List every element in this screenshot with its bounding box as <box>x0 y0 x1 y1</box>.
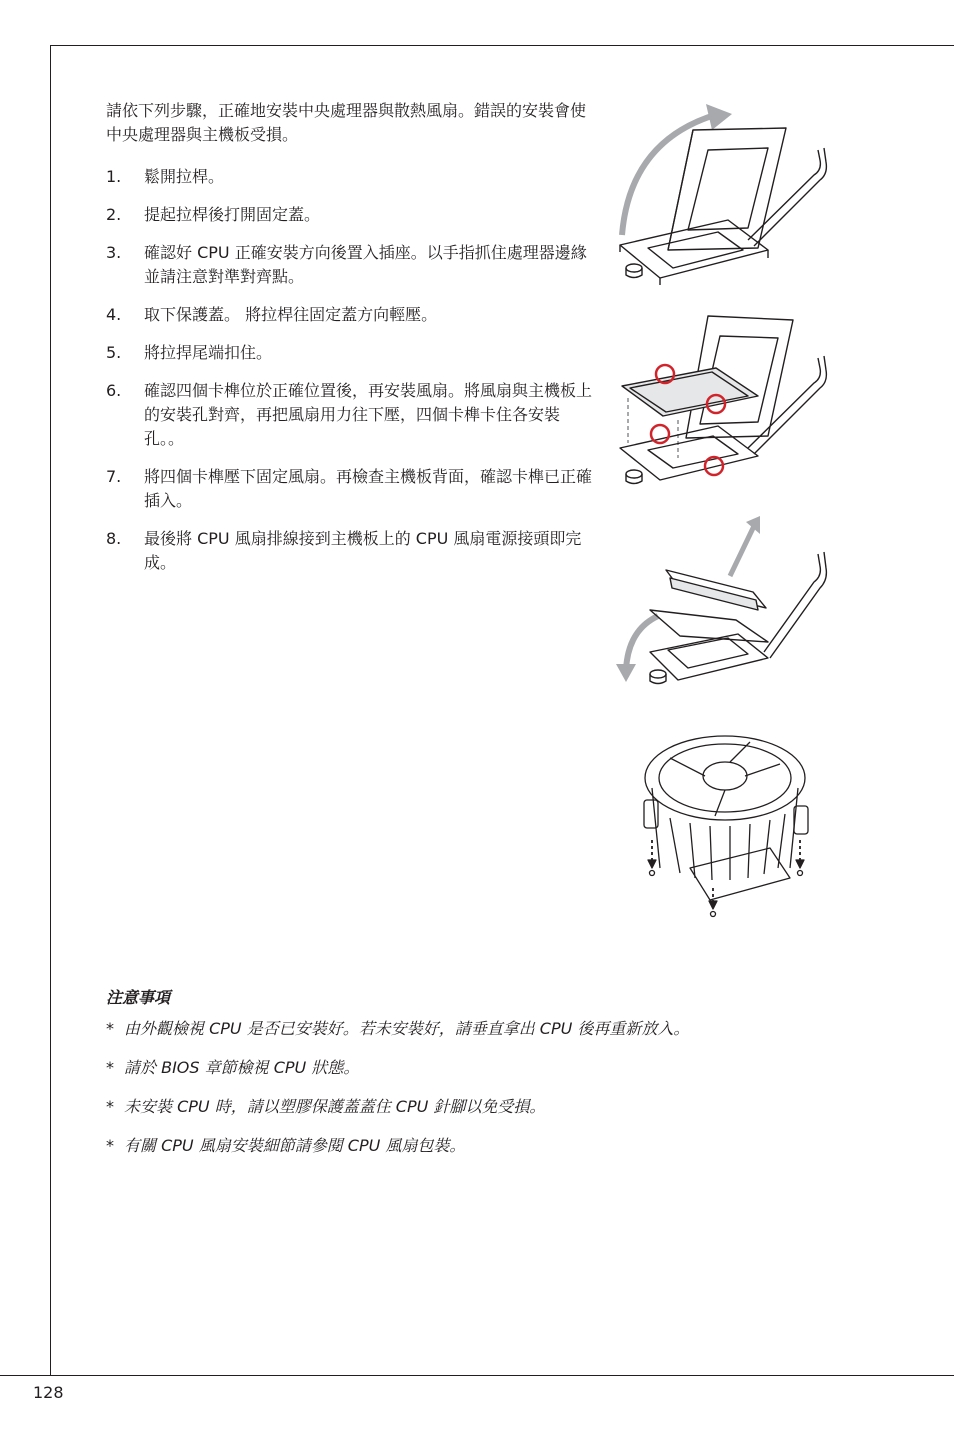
step-item <box>106 465 596 513</box>
intro-paragraph: 請依下列步驟，正確地安裝中央處理器與散熱風扇。錯誤的安裝會使中央處理器與主機板受損。 <box>106 101 587 144</box>
step-text: 最後將 CPU 風扇排線接到主機板上的 CPU 風扇電源接頭即完成。 <box>144 529 582 572</box>
note-bullet: * <box>106 1136 114 1155</box>
note-item <box>106 1134 806 1158</box>
step-item <box>106 527 596 575</box>
step-item <box>106 303 596 327</box>
note-item <box>106 1017 806 1041</box>
step-number: 1. <box>106 167 122 186</box>
step-number: 2. <box>106 205 122 224</box>
note-text: 由外觀檢視 CPU 是否已安裝好。若未安裝好，請垂直拿出 CPU 後再重新放入。 <box>124 1019 690 1038</box>
cpu-fan-installation-illustration <box>630 728 820 920</box>
frame-top-rule <box>50 45 954 46</box>
note-item <box>106 1056 806 1080</box>
socket-open-illustration <box>608 100 848 285</box>
note-bullet: * <box>106 1058 114 1077</box>
notes-list <box>106 1017 806 1173</box>
cpu-alignment-illustration <box>608 308 848 490</box>
step-number: 3. <box>106 243 122 262</box>
step-number: 5. <box>106 343 122 362</box>
note-bullet: * <box>106 1097 114 1116</box>
step-item <box>106 241 596 289</box>
frame-left-rule <box>50 45 51 1375</box>
step-item <box>106 341 596 365</box>
step-number: 6. <box>106 381 122 400</box>
step-text: 鬆開拉桿。 <box>144 167 225 186</box>
note-text: 未安裝 CPU 時，請以塑膠保護蓋蓋住 CPU 針腳以免受損。 <box>124 1097 546 1116</box>
step-item <box>106 165 596 189</box>
step-number: 4. <box>106 305 122 324</box>
step-item <box>106 203 596 227</box>
step-text: 提起拉桿後打開固定蓋。 <box>144 205 321 224</box>
step-text: 將四個卡榫壓下固定風扇。再檢查主機板背面，確認卡榫已正確插入。 <box>144 467 593 510</box>
note-item <box>106 1095 806 1119</box>
note-bullet: * <box>106 1019 114 1038</box>
step-text: 將拉捍尾端扣住。 <box>144 343 273 362</box>
step-number: 8. <box>106 529 122 548</box>
step-text: 取下保護蓋。 將拉桿往固定蓋方向輕壓。 <box>144 305 438 324</box>
step-text: 確認四個卡榫位於正確位置後，再安裝風扇。將風扇與主機板上的安裝孔對齊，再把風扇用力往下壓，四個卡榫卡住各安裝孔。。 <box>144 381 593 448</box>
step-text: 確認好 CPU 正確安裝方向後置入插座。以手指抓住處理器邊緣並請注意對準對齊點。 <box>144 243 587 286</box>
install-steps <box>106 165 596 589</box>
page-number: 128 <box>33 1383 64 1402</box>
note-text: 有關 CPU 風扇安裝細節請參閱 CPU 風扇包裝。 <box>124 1136 466 1155</box>
notes-title: 注意事項 <box>106 988 171 1007</box>
step-number: 7. <box>106 467 122 486</box>
note-text: 請於 BIOS 章節檢視 CPU 狀態。 <box>124 1058 360 1077</box>
cover-removal-illustration <box>608 512 848 692</box>
frame-bottom-rule <box>0 1375 954 1376</box>
step-item <box>106 379 596 451</box>
